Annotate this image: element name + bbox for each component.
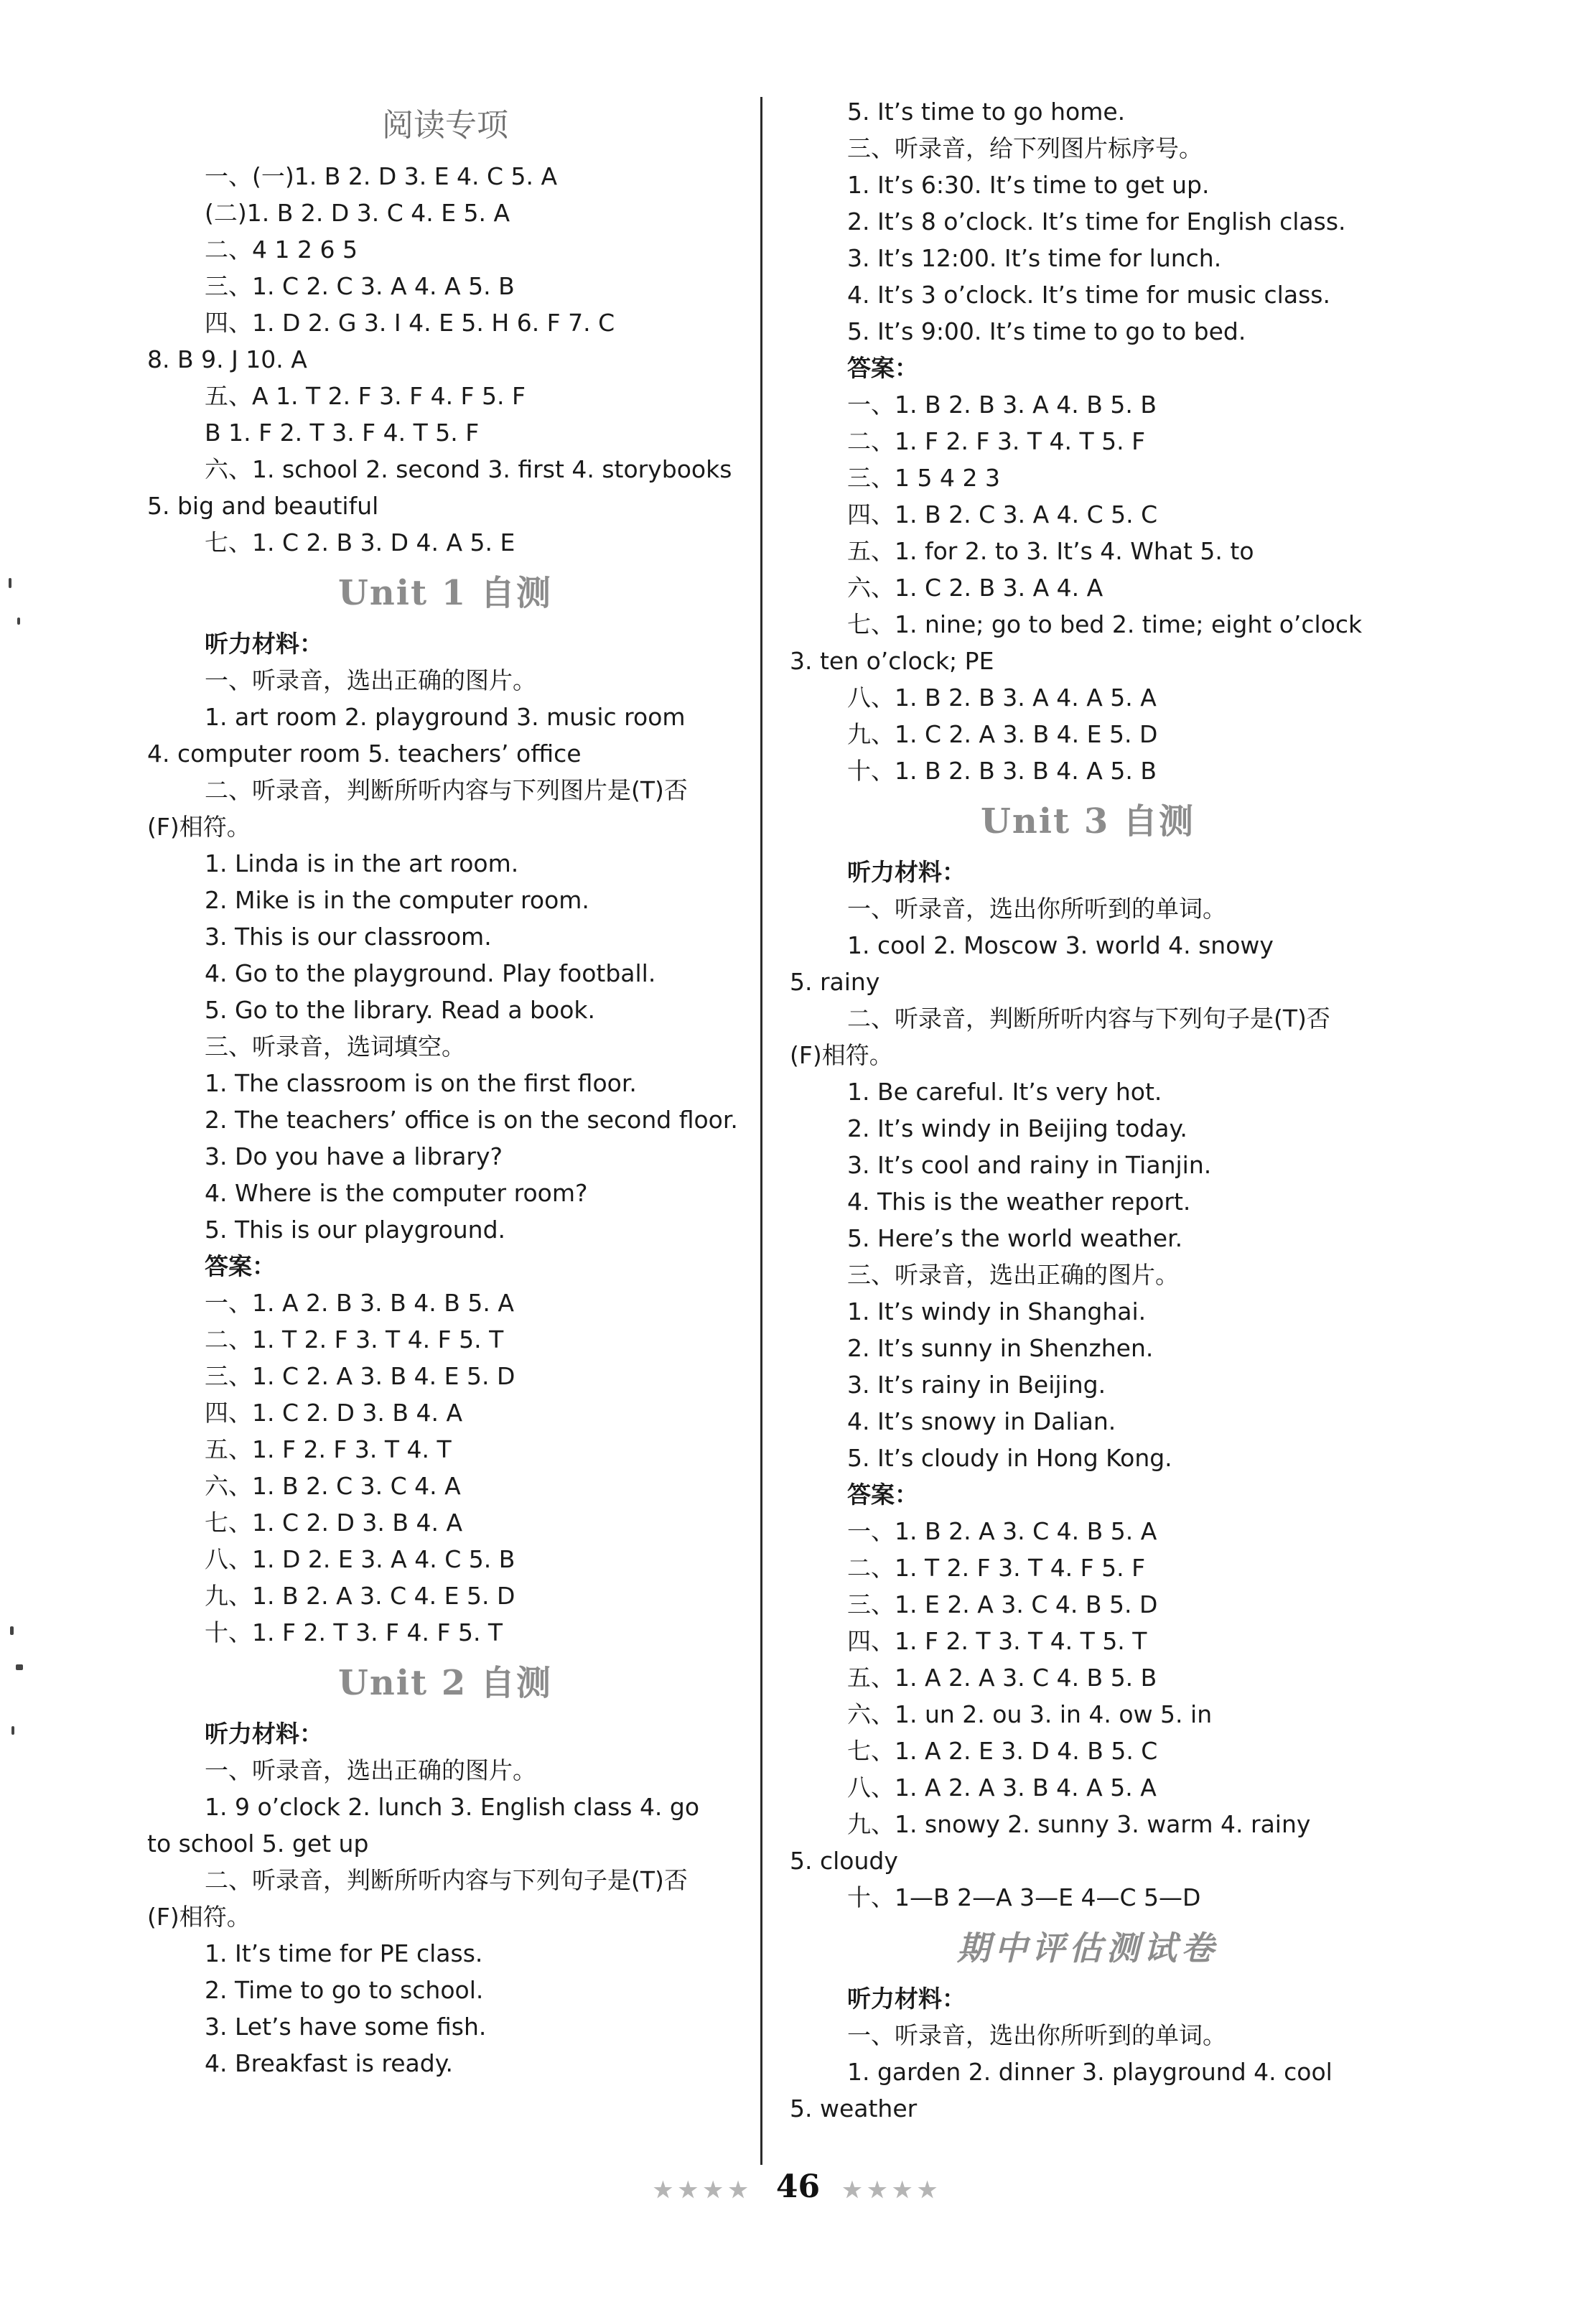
answer-line: 3. This is our classroom.: [205, 923, 492, 951]
answer-line: 六、1. B 2. C 3. C 4. A: [205, 1472, 461, 1500]
star-decoration-left: ★★★★: [653, 2178, 754, 2203]
answer-line: 九、1. C 2. A 3. B 4. E 5. D: [847, 720, 1158, 748]
answer-line: 4. It’s 3 o’clock. It’s time for music class.: [847, 281, 1330, 309]
answer-line: 五、1. F 2. F 3. T 4. T: [205, 1435, 452, 1463]
answer-line: 1. It’s 6:30. It’s time to get up.: [847, 171, 1210, 199]
answer-line: 五、1. A 2. A 3. C 4. B 5. B: [847, 1664, 1157, 1692]
answer-line: 一、听录音，选出你所听到的单词。: [847, 895, 1226, 923]
answer-line: 4. Where is the computer room?: [205, 1179, 588, 1207]
answer-line: 九、1. snowy 2. sunny 3. warm 4. rainy: [847, 1810, 1311, 1838]
section-heading: [790, 789, 1386, 854]
answer-line: 2. The teachers’ office is on the second floor.: [205, 1106, 738, 1134]
answer-line: 八、1. A 2. A 3. B 4. A 5. A: [847, 1774, 1157, 1802]
scan-mark: [17, 618, 20, 625]
answer-line: 1. Be careful. It’s very hot.: [847, 1078, 1162, 1106]
answer-line: 六、1. un 2. ou 3. in 4. ow 5. in: [847, 1700, 1213, 1728]
answer-line: 2. It’s 8 o’clock. It’s time for English class.: [847, 208, 1346, 236]
answer-line: 二、1. F 2. F 3. T 4. T 5. F: [847, 427, 1146, 455]
answer-line: 5. Go to the library. Read a book.: [205, 996, 595, 1024]
section-heading-text: Unit 1 自测: [338, 573, 552, 613]
answer-line: to school 5. get up: [147, 1830, 369, 1858]
answer-line: 1. 9 o’clock 2. lunch 3. English class 4. go: [205, 1793, 700, 1821]
answer-line: 十、1. B 2. B 3. B 4. A 5. B: [847, 757, 1157, 785]
page-number: 46: [775, 2168, 821, 2205]
section-label: 答案：: [847, 354, 918, 382]
answer-line: 六、1. C 2. B 3. A 4. A: [847, 574, 1103, 602]
answer-line: 3. It’s 12:00. It’s time for lunch.: [847, 244, 1222, 272]
answer-line: (F)相符。: [147, 1903, 251, 1931]
section-label: 答案：: [205, 1252, 276, 1280]
answer-line: B 1. F 2. T 3. F 4. T 5. F: [205, 419, 480, 447]
section-heading-text: 期中评估测试卷: [957, 1929, 1218, 1967]
answer-line: 4. This is the weather report.: [847, 1188, 1191, 1216]
answer-line: 3. ten o’clock; PE: [790, 647, 994, 675]
answer-line: 1. Linda is in the art room.: [205, 849, 519, 877]
answer-line: 一、1. A 2. B 3. B 4. B 5. A: [205, 1289, 514, 1317]
answer-line: 1. cool 2. Moscow 3. world 4. snowy: [847, 931, 1274, 959]
answer-line: 4. Breakfast is ready.: [205, 2049, 454, 2077]
section-heading: [790, 1916, 1386, 1980]
answer-line: 5. weather: [790, 2094, 918, 2122]
column-divider: [760, 97, 762, 2165]
section-heading-text: 阅读专项: [382, 107, 508, 144]
section-label: 听力材料：: [205, 1720, 323, 1748]
page-footer: [0, 2168, 1596, 2205]
section-label: 听力材料：: [205, 630, 323, 658]
answer-line: (F)相符。: [790, 1041, 893, 1069]
scan-mark: [9, 578, 11, 588]
answer-line: 一、听录音，选出你所听到的单词。: [847, 2021, 1226, 2049]
answer-line: 三、1 5 4 2 3: [847, 464, 1000, 492]
answer-line: 4. It’s snowy in Dalian.: [847, 1407, 1116, 1435]
answer-line: 5. big and beautiful: [147, 492, 379, 520]
section-heading: [147, 1651, 743, 1715]
answer-line: 1. art room 2. playground 3. music room: [205, 703, 686, 731]
answer-line: 二、4 1 2 6 5: [205, 236, 358, 264]
answer-line: 一、听录音，选出正确的图片。: [205, 1756, 536, 1784]
answer-line: 三、听录音，选出正确的图片。: [847, 1261, 1179, 1289]
answer-line: 三、1. C 2. C 3. A 4. A 5. B: [205, 272, 515, 300]
answer-line: 3. It’s cool and rainy in Tianjin.: [847, 1151, 1212, 1179]
answer-line: 一、(一)1. B 2. D 3. E 4. C 5. A: [205, 162, 558, 190]
answer-line: 2. Mike is in the computer room.: [205, 886, 589, 914]
answer-line: 1. It’s time for PE class.: [205, 1939, 483, 1967]
answer-line: 三、1. C 2. A 3. B 4. E 5. D: [205, 1362, 515, 1390]
section-heading-text: Unit 3 自测: [981, 801, 1195, 842]
answer-line: 四、1. D 2. G 3. I 4. E 5. H 6. F 7. C: [205, 309, 615, 337]
section-label: 听力材料：: [847, 858, 966, 886]
answer-line: 5. It’s time to go home.: [847, 98, 1126, 126]
answer-line: (二)1. B 2. D 3. C 4. E 5. A: [205, 199, 510, 227]
answer-line: 八、1. D 2. E 3. A 4. C 5. B: [205, 1545, 515, 1573]
left-column: [147, 93, 743, 2082]
answer-line: 八、1. B 2. B 3. A 4. A 5. A: [847, 684, 1157, 712]
answer-line: 4. computer room 5. teachers’ office: [147, 740, 582, 768]
answer-line: 5. It’s 9:00. It’s time to go to bed.: [847, 317, 1246, 345]
answer-line: 一、听录音，选出正确的图片。: [205, 666, 536, 694]
answer-line: 4. Go to the playground. Play football.: [205, 959, 656, 987]
answer-line: 九、1. B 2. A 3. C 4. E 5. D: [205, 1582, 515, 1610]
right-column: [790, 93, 1386, 2127]
answer-line: 3. Let’s have some fish.: [205, 2013, 487, 2041]
section-heading-text: Unit 2 自测: [338, 1663, 552, 1703]
section-heading: [147, 561, 743, 625]
star-decoration-right: ★★★★: [842, 2178, 943, 2203]
scan-mark: [16, 1664, 23, 1670]
answer-line: 七、1. C 2. D 3. B 4. A: [205, 1509, 463, 1537]
answer-line: 5. This is our playground.: [205, 1216, 506, 1244]
answer-line: 七、1. nine; go to bed 2. time; eight o’clock: [847, 610, 1363, 638]
answer-line: 3. Do you have a library?: [205, 1142, 503, 1170]
answer-line: (F)相符。: [147, 813, 251, 841]
answer-line: 四、1. F 2. T 3. T 4. T 5. T: [847, 1627, 1147, 1655]
answer-line: 二、听录音，判断所听内容与下列图片是(T)否: [205, 776, 688, 804]
answer-line: 五、1. for 2. to 3. It’s 4. What 5. to: [847, 537, 1254, 565]
answer-line: 一、1. B 2. B 3. A 4. B 5. B: [847, 391, 1157, 419]
answer-line: 2. It’s sunny in Shenzhen.: [847, 1334, 1154, 1362]
answer-line: 七、1. C 2. B 3. D 4. A 5. E: [205, 528, 515, 556]
answer-line: 三、听录音，给下列图片标序号。: [847, 134, 1203, 162]
answer-line: 5. cloudy: [790, 1847, 898, 1875]
answer-line: 二、听录音，判断所听内容与下列句子是(T)否: [205, 1866, 688, 1894]
answer-line: 5. It’s cloudy in Hong Kong.: [847, 1444, 1172, 1472]
answer-line: 四、1. B 2. C 3. A 4. C 5. C: [847, 500, 1158, 528]
section-label: 听力材料：: [847, 1985, 966, 2013]
answer-line: 2. It’s windy in Beijing today.: [847, 1114, 1187, 1142]
answer-line: 3. It’s rainy in Beijing.: [847, 1371, 1106, 1399]
answer-line: 2. Time to go to school.: [205, 1976, 484, 2004]
answer-line: 8. B 9. J 10. A: [147, 345, 307, 373]
answer-line: 1. The classroom is on the first floor.: [205, 1069, 637, 1097]
answer-line: 二、1. T 2. F 3. T 4. F 5. T: [205, 1325, 504, 1353]
answer-line: 四、1. C 2. D 3. B 4. A: [205, 1399, 463, 1427]
answer-line: 1. It’s windy in Shanghai.: [847, 1297, 1147, 1325]
answer-line: 三、1. E 2. A 3. C 4. B 5. D: [847, 1590, 1158, 1618]
answer-line: 三、听录音，选词填空。: [205, 1033, 465, 1061]
scan-mark: [11, 1726, 14, 1735]
answer-line: 十、1—B 2—A 3—E 4—C 5—D: [847, 1883, 1201, 1911]
answer-line: 一、1. B 2. A 3. C 4. B 5. A: [847, 1517, 1157, 1545]
answer-line: 六、1. school 2. second 3. first 4. storybooks: [205, 455, 732, 483]
answer-line: 1. garden 2. dinner 3. playground 4. cool: [847, 2058, 1333, 2086]
answer-line: 二、听录音，判断所听内容与下列句子是(T)否: [847, 1005, 1330, 1033]
answer-line: 5. Here’s the world weather.: [847, 1224, 1183, 1252]
scan-mark: [10, 1626, 14, 1635]
answer-line: 七、1. A 2. E 3. D 4. B 5. C: [847, 1737, 1158, 1765]
section-label: 答案：: [847, 1481, 918, 1509]
answer-line: 五、A 1. T 2. F 3. F 4. F 5. F: [205, 382, 526, 410]
answer-line: 二、1. T 2. F 3. T 4. F 5. F: [847, 1554, 1146, 1582]
section-heading: [147, 93, 743, 158]
answer-line: 十、1. F 2. T 3. F 4. F 5. T: [205, 1618, 503, 1646]
answer-line: 5. rainy: [790, 968, 880, 996]
